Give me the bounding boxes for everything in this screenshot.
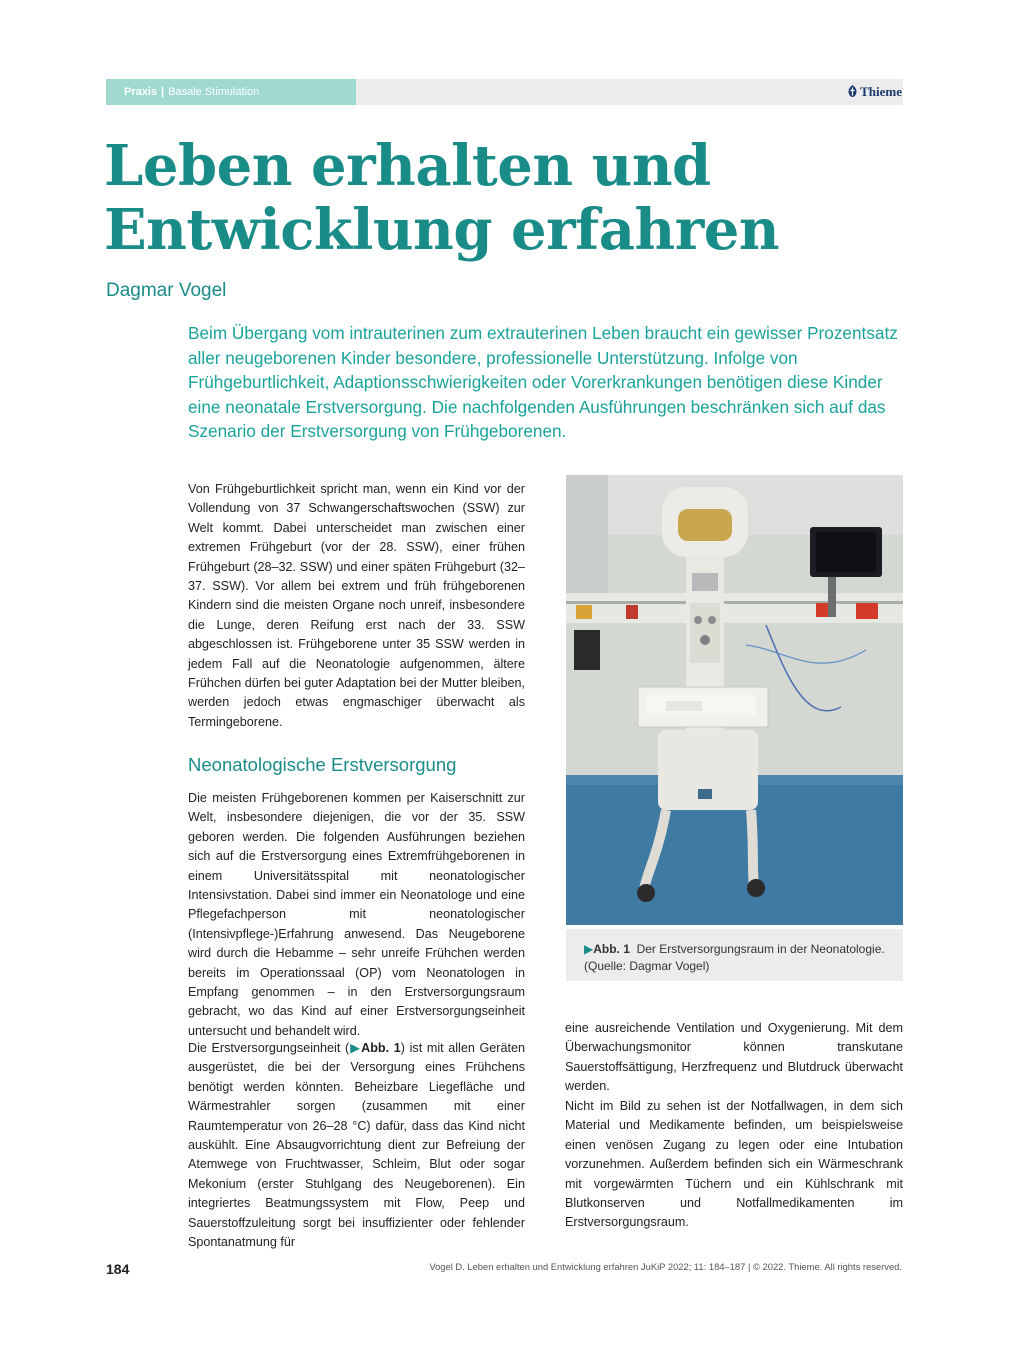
body-paragraph-2: Die meisten Frühgeborenen kommen per Kaiserschnitt zur Welt, insbesondere diejenigen, die vor der 35. SSW geboren werden. Die folgenden Ausführungen beziehen sich auf die Erstversorgung eines Extremfrühgeborenen in einem Universitätsspital mit neonatologischer Intensivstation. Dabei sind immer ein Neonatologe und eine Pflegefachperson mit neonatologischer (Intensivpflege-)Erfahrung anwesend. Das Neugeborene wird durch die Hebamme – sehr unreife Frühchen werden bereits im Operationssaal (OP) vom Neonatologen in Empfang genommen – in den Erstversorgungsraum gebracht, wo das Kind auf einer Erstversorgungseinheit untersucht und behandelt wird. xyxy=(188,791,525,1038)
p3-after: ) ist mit allen Geräten ausgerüstet, die bei der Versorgung eines Frühchens benötigt werden könnten. Beheizbare Liegefläche und Wärmestrahler sorgen (zusammen mit einer Raumtemperatur von 26–28 °C) dafür, dass das Kind nicht auskühlt. Eine Absaugvorrichtung dient zur Befreiung der Atemwege von Fruchtwasser, Schleim, Blut oder sogar Mekonium (erster Stuhlgang des Neugeborenen). Ein integriertes Beatmungssystem mit Flow, Peep und Sauerstoffzuleitung sorgt bei insuffizienter oder fehlender Spontanatmung für xyxy=(188,1041,525,1250)
figure-ref-label: Abb. 1 xyxy=(361,1041,401,1055)
figure-caption-text: Der Erstversorgungsraum in der Neonatologie. (Quelle: Dagmar Vogel) xyxy=(584,942,885,973)
page-number: 184 xyxy=(106,1261,130,1277)
section-label xyxy=(124,84,259,100)
body-paragraph-3 xyxy=(188,1039,525,1252)
body-paragraph-5: Nicht im Bild zu sehen ist der Notfallwagen, in dem sich Material und Medikamente befinden, um beispielsweise einen venösen Zugang zu legen oder eine Intubation vorzunehmen. Außerdem befinden sich ein Wärmeschrank mit vorgewärmten Tüchern und ein Kühlschrank mit Blutkonserven und Notfallmedikamenten im Erstversorgungsraum. xyxy=(565,1099,903,1230)
body-paragraph-4: eine ausreichende Ventilation und Oxygenierung. Mit dem Überwachungsmonitor können transkutane Sauerstoffsättigung, Herzfrequenz und Blutdruck überwacht werden. xyxy=(565,1021,903,1094)
section-heading: Neonatologische Erstversorgung xyxy=(188,754,457,775)
thieme-logo-icon xyxy=(848,85,857,97)
title-line-1: Leben erhalten und xyxy=(104,133,711,199)
section-separator: | xyxy=(161,86,165,98)
caption-arrow-icon: ▶ xyxy=(584,942,594,956)
subsection-name: Basale Stimulation xyxy=(168,86,260,98)
section-name: Praxis xyxy=(124,86,158,98)
author-name: Dagmar Vogel xyxy=(106,280,227,301)
figure-photo xyxy=(566,475,903,925)
body-paragraph-1: Von Frühgeburtlichkeit spricht man, wenn ein Kind vor der Vollendung von 37 Schwangerschaftswochen (SSW) zur Welt kommt. Dabei unterscheidet man zwischen einer extremen Frühgeburt (vor der 28. SSW), einer frühen Frühgeburt (28–32. SSW) und einer späten Frühgeburt (32–37. SSW). Vor allem bei extrem und früh frühgeborenen Kindern sind die meisten Organe noch unreif, insbesondere die Lunge, deren Reifung erst nach der 33. SSW abgeschlossen ist. Frühgeborene unter 35 SSW werden in jedem Fall auf die Neonatologie aufgenommen, ältere Frühchen dürfen bei guter Adaptation bei der Mutter bleiben, werden jedoch etwas engmaschiger überwacht als Termingeborene. xyxy=(188,482,525,729)
figure-ref-arrow-icon: ▶ xyxy=(349,1041,362,1055)
publisher-logo xyxy=(848,83,902,101)
figure-reference-link[interactable] xyxy=(349,1041,401,1055)
abstract: Beim Übergang vom intrauterinen zum extrauterinen Leben braucht ein gewisser Prozentsatz aller neugeborenen Kinder besondere, professionelle Unterstützung. Infolge von Frühgeburtlichkeit, Adaptionsschwierigkeiten oder Vorerkrankungen benötigen diese Kinder eine neonatale Erstversorgung. Die nachfolgenden Ausführungen beschränken sich auf das Szenario der Erstversorgung von Frühgeborenen. xyxy=(188,323,898,441)
footer-citation: Vogel D. Leben erhalten und Entwicklung erfahren JuKiP 2022; 11: 184–187 | © 2022. Thieme. All rights reserved. xyxy=(429,1261,902,1272)
article-title xyxy=(104,134,864,262)
figure-caption xyxy=(584,941,896,975)
publisher-name: Thieme xyxy=(860,84,902,99)
title-line-2: Entwicklung erfahren xyxy=(104,197,780,263)
p3-before: Die Erstversorgungseinheit ( xyxy=(188,1041,350,1055)
neonatal-unit-photo xyxy=(566,475,903,925)
figure-label: Abb. 1 xyxy=(593,942,630,956)
